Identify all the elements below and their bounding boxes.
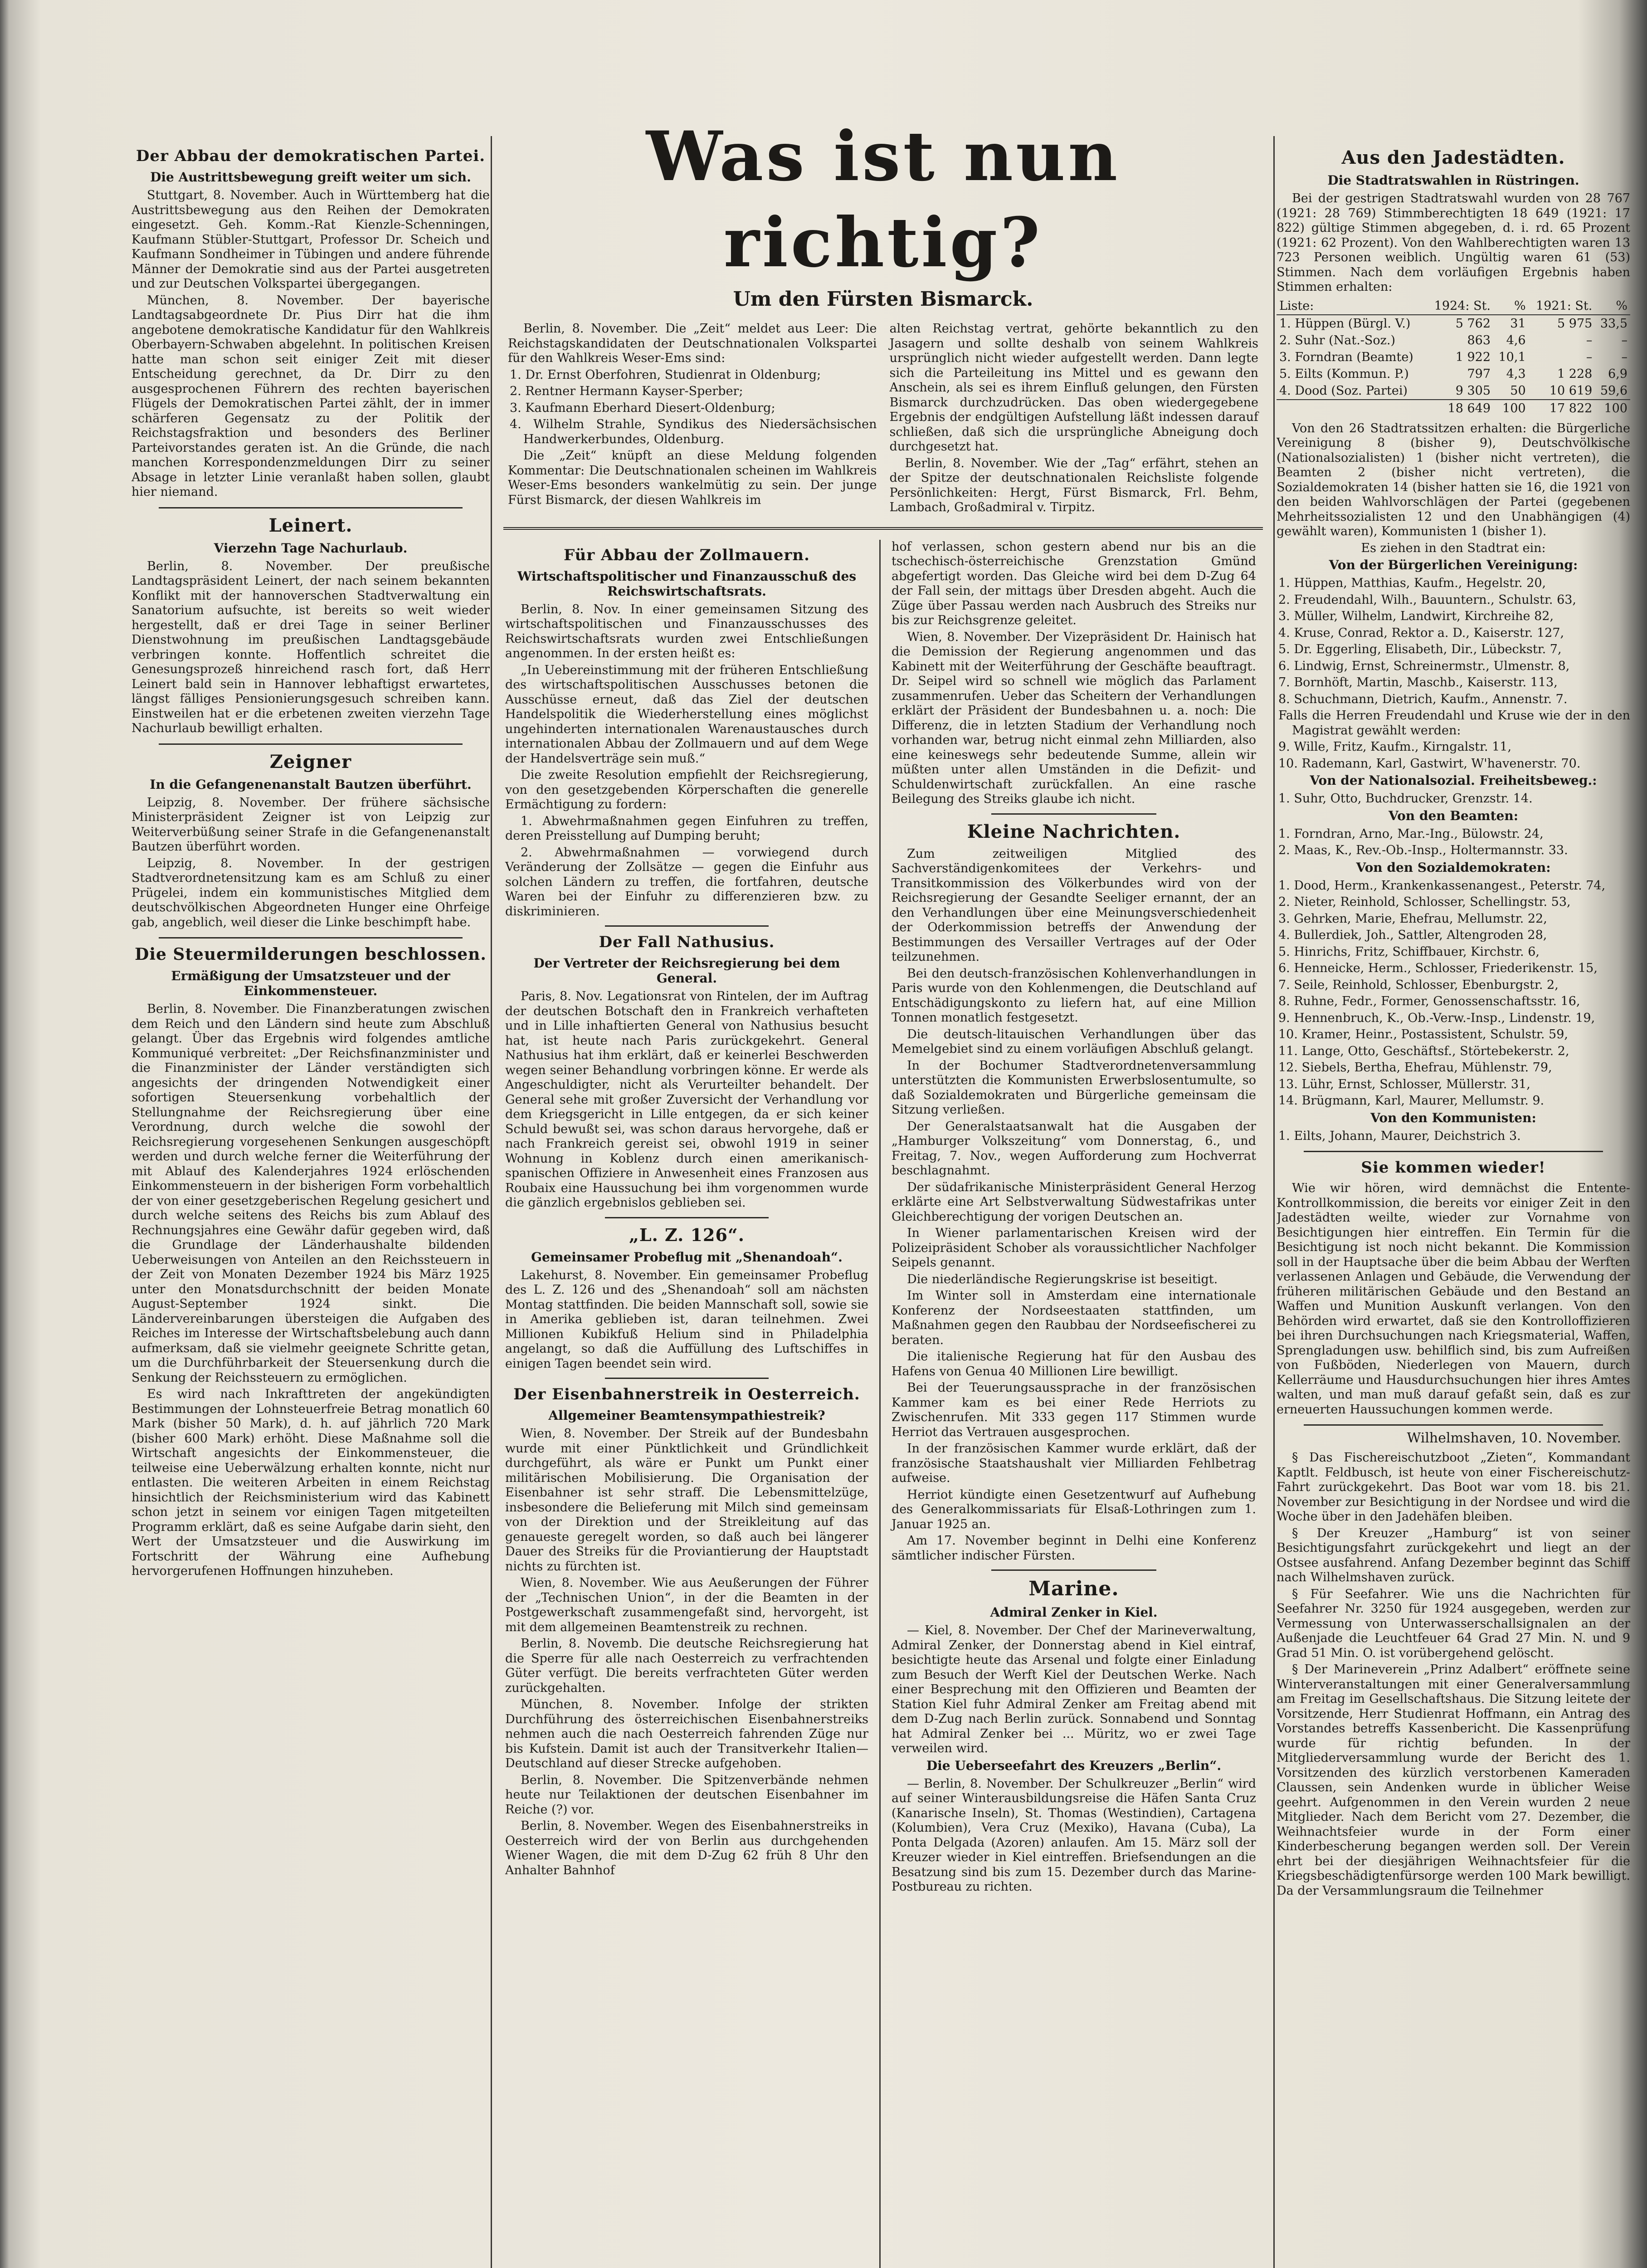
list-item: 11. Lange, Otto, Geschäftsf., Störtebekerstr. 2, — [1278, 1044, 1569, 1058]
paragraph: § Der Marineverein „Prinz Adalbert“ eröffnete seine Winterveranstaltungen mit einer Generalversammlung am Freitag im Gesellschaftshaus. Die Sitzung leitete der Vorsitzende, Herr Studienrat Hoffmann, ein Antrag des Vorstandes betreffs Kassenbericht. Die Kassenprüfung wurde für richtig befunden. In der Mitgliederversammlung wurde der Bericht des 1. Vorsitzenden des kürzlich verstorbenen Kameraden Claussen, sein Andenken wurde in üblicher Weise geehrt. Aufgenommen in den Verein wurden 2 neue Mitglieder. Nach dem Bericht vom 27. Dezember, die Weihnachtsfeier wurde in der Form einer Kinderbescherung begangen werden soll. Der Verein ehrt bei der diesjährigen Weihnachtsfeier für die Kriegsbeschädigtenfürsorge werden 100 Mark bewilligt. Da der Versammlungsraum die Teilnehmer — [1277, 1662, 1630, 1898]
list-item: 3. Müller, Wilhelm, Landwirt, Kirchreihe 82, — [1278, 609, 1554, 623]
group-title: Von den Sozialdemokraten: — [1356, 860, 1551, 875]
list-item: 10. Kramer, Heinr., Postassistent, Schulstr. 59, — [1278, 1027, 1568, 1041]
paragraph: § Das Fischereischutzboot „Zieten“, Kommandant Kaptlt. Feldbusch, ist heute von einer Fischereischutz-Fahrt zurückgekehrt. Das Boot war vom 18. bis 21. November zur Besichtigung in der Nordsee und wird die Woche über in den Jadehäfen bleiben. — [1277, 1451, 1630, 1524]
paragraph: Leipzig, 8. November. In der gestrigen Stadtverordnetensitzung kam es am Schluß zu einer Prügelei, indem ein kommunistisches Mitglied dem deutschvölkischen Abgeordneten Hunger eine Ohrfeige gab, angeblich, weil dieser die Linke beschimpft habe. — [132, 856, 490, 929]
list-item: 7. Bornhöft, Martin, Maschb., Kaiserstr. 113, — [1278, 675, 1558, 689]
list-item: 1. Eilts, Johann, Maurer, Deichstrich 3. — [1278, 1129, 1521, 1143]
divider — [159, 743, 463, 745]
list-item: 8. Ruhne, Fedr., Former, Genossenschaftsstr. 16, — [1278, 994, 1580, 1008]
paragraph: Die deutsch-litauischen Verhandlungen über das Memelgebiet sind zu einem vorläufigen Abschluß gelangt. — [892, 1027, 1256, 1056]
paragraph: In der französischen Kammer wurde erklärt, daß der französische Staatshaushalt vier Milliarden Fehlbetrag aufweise. — [892, 1442, 1256, 1485]
table-cell: 10,1 — [1498, 350, 1526, 364]
paragraph: Wien, 8. November. Wie aus Aeußerungen der Führer der „Technischen Union“, in der die Beamten in der Postgewerkschaft zusammengefaßt sind, hervorgeht, ist mit dem allgemeinen Beamtenstreik zu rechnen. — [505, 1576, 868, 1634]
paragraph: München, 8. November. Der bayerische Landtagsabgeordnete Dr. Pius Dirr hat die ihm angebotene demokratische Kandidatur für den Wahlkreis Oberbayern-Schwaben abgelehnt. In politischen Kreisen hatte man schon seit einiger Zeit mit dieser Entscheidung gerechnet, da Dr. Dirr zu den ausgesprochenen Führern des rechten bayerischen Flügels der Demokratischen Partei zählt, der in immer schärferen Gegensatz zu der Politik der Reichstagsfraktion und besonders des Berliner Parteivorstandes geraten ist. An die Gründe, die nach manchen Korrespondenzmeldungen Dirr zu seiner Absage in letzter Linie veranlaßt haben sollen, glaubt hier niemand. — [132, 293, 490, 499]
table-cell: – — [1586, 350, 1593, 364]
group-title: Von der Nationalsozial. Freiheitsbeweg.: — [1310, 773, 1597, 788]
list-item: 2. Nieter, Reinhold, Schlosser, Schellingstr. 53, — [1278, 895, 1571, 909]
member-list — [1277, 827, 1630, 858]
paragraph: Wie wir hören, wird demnächst die Entente-Kontrollkommission, die bereits vor einiger Zeit in den Jadestädten weilte, wieder zur Vornahme von Besichtigungen hier eintreffen. Ein Termin für die Besichtigung ist noch nicht bekannt. Die Kommission soll in der Hauptsache über die beim Abbau der Werften verlassenen Anlagen und Gebäude, die Verwendung der früheren militärischen Gebäude und den Bestand an Waffen und Munition Auskunft verlangen. Von den Behörden wird erwartet, daß sie den Kontrolloffizieren bei ihren Durchsuchungen nach Kriegsmaterial, Waffen, Sprengladungen usw. behilflich sind, bis zum Aufreißen von Fußböden, Niederlegen von Mauern, durch Kellerräume und Hausdurchsuchungen hier ihres Amtes walten, und man muß darauf gefaßt sein, daß es zur erneuerten Haussuchungen kommen werde. — [1277, 1181, 1630, 1417]
list-item: 2. Maas, K., Rev.-Ob.-Insp., Holtermannstr. 33. — [1278, 843, 1568, 857]
list-item: 9. Hennenbruch, K., Ob.-Verw.-Insp., Lindenstr. 19, — [1278, 1011, 1595, 1025]
list-item: 5. Hinrichs, Fritz, Schiffbauer, Kirchstr. 6, — [1278, 944, 1540, 959]
article-subtitle: Allgemeiner Beamtensympathiestreik? — [548, 1408, 825, 1423]
article-subtitle: Ermäßigung der Umsatzsteuer und der Einkommensteuer. — [171, 968, 450, 998]
paragraph: Berlin, 8. November. Wie der „Tag“ erfährt, stehen an der Spitze der deutschnationalen Reichsliste folgende Persönlichkeiten: Hergt, Fürst Bismarck, Frl. Behm, Lambach, Großadmiral v. Tirpitz. — [889, 456, 1258, 514]
list-item: 4. Bullerdiek, Joh., Sattler, Altengroden 28, — [1278, 928, 1547, 942]
paragraph: Die italienische Regierung hat für den Ausbau des Hafens von Genua 40 Millionen Lire bewilligt. — [892, 1349, 1256, 1378]
election-results-table — [1277, 298, 1630, 417]
table-cell: 5 762 — [1455, 316, 1491, 331]
paragraph: Die „Zeit“ knüpft an diese Meldung folgenden Kommentar: Die Deutschnationalen scheinen im Wahlkreis Weser-Ems besonders wankelmütig zu sein. Der junge Fürst Bismarck, der diesen Wahlkreis im — [508, 449, 877, 507]
article-subtitle: Die Ueberseefahrt des Kreuzers „Berlin“. — [926, 1758, 1222, 1773]
left-column — [132, 141, 490, 2268]
list-item: Falls die Herren Freudendahl und Kruse wie der in den Magistrat gewählt werden: — [1278, 709, 1630, 738]
list-item: 4. Kruse, Conrad, Rektor a. D., Kaiserstr. 127, — [1278, 626, 1564, 640]
table-header: % — [1595, 298, 1630, 315]
table-cell: 100 — [1595, 400, 1630, 417]
table-cell: 2. Suhr (Nat.-Soz.) — [1279, 333, 1396, 347]
paragraph: Im Winter soll in Amsterdam eine internationale Konferenz der Nordseestaaten stattfinden, um Maßnahmen gegen den Raubbau der Nordseefischerei zu beraten. — [892, 1289, 1256, 1347]
list-item: 13. Lühr, Ernst, Schlosser, Müllerstr. 31, — [1278, 1077, 1530, 1091]
paragraph: Berlin, 8. Novemb. Die deutsche Reichsregierung hat die Sperre für alle nach Oesterreich zu verfrachtenden Güter verfügt. Die bereits verfrachteten Güter werden zurückgehalten. — [505, 1637, 868, 1695]
list-item: 2. Freudendahl, Wilh., Bauuntern., Schulstr. 63, — [1278, 592, 1577, 607]
table-cell: 100 — [1493, 400, 1529, 417]
paragraph: Von den 26 Stadtratssitzen erhalten: die Bürgerliche Vereinigung 8 (bisher 9), Deutschvölkische (Nationalsozialisten) 1 (bisher nicht vertreten), die Beamten 2 (bisher nicht vertreten), die Sozialdemokraten 14 (bisher hatten sie 16, die 1921 von den beiden Wahlvorschlägen der Partei (gegebenen Mehrheitssozialisten 12 und den Unabhängigen (4) gewählt waren), Kommunisten 1 (bisher 1). — [1277, 421, 1630, 538]
paragraph: Paris, 8. Nov. Legationsrat von Rintelen, der im Auftrag der deutschen Botschaft den in Frankreich verhafteten und in Lille inhaftierten General von Nathusius besucht hat, ist heute nach Paris zurückgekehrt. General Nathusius hat ihm erklärt, daß er keinerlei Beschwerden wegen seiner Behandlung vorbringen könne. Er werde als Angeschuldigter, nicht als Verurteilter behandelt. Der General sehe mit großer Zuversicht der Verhandlung vor dem Kriegsgericht in Lille entgegen, da er sich keiner Schuld bewußt sei, was schon daraus hervorgehe, daß er nach Frankreich gereist sei, obwohl 1919 in seiner Wohnung in Koblenz durch einen amerikanisch-spanischen Offiziere in Anwesenheit eines Franzosen aus Roubaix eine Haussuchung bei ihm vorgenommen wurde die gänzlich ergebnislos geblieben sei. — [505, 989, 868, 1210]
divider — [1304, 1424, 1603, 1426]
article-subtitle: Vierzehn Tage Nachurlaub. — [214, 540, 408, 556]
paragraph: Wien, 8. November. Der Streik auf der Bundesbahn wurde mit einer Pünktlichkeit und Gründlichkeit durchgeführt, als wäre er Punkt um Punkt einer militärischen Mobilisierung. Die Organisation der Eisenbahner ist sehr straff. Die Lebensmittelzüge, insbesondere die Belieferung mit Milch sind gemeinsam von der Direktion und der Streikleitung auf das genaueste geregelt worden, so daß auch bei längerer Dauer des Streiks für die Proviantierung der Hauptstadt nichts zu fürchten ist. — [505, 1427, 868, 1574]
paragraph: Der Generalstaatsanwalt hat die Ausgaben der „Hamburger Volkszeitung“ vom Donnerstag, 6., und Freitag, 7. Nov., wegen Aufforderung zum Hochverrat beschlagnahmt. — [892, 1119, 1256, 1178]
paragraph: Es ziehen in den Stadtrat ein: — [1361, 541, 1546, 555]
list-item: 3. Kaufmann Eberhard Diesert-Oldenburg; — [510, 401, 775, 415]
middle-section — [490, 113, 1277, 2268]
table-cell: 1 922 — [1455, 350, 1491, 364]
table-row — [1277, 382, 1630, 400]
table-cell: 797 — [1467, 367, 1491, 381]
divider — [159, 507, 463, 508]
list-item: 5. Dr. Eggerling, Elisabeth, Dir., Lübeckstr. 7, — [1278, 642, 1562, 656]
table-header: Liste: — [1277, 298, 1427, 315]
table-cell: 863 — [1467, 333, 1491, 347]
list-item: 3. Gehrken, Marie, Ehefrau, Mellumstr. 22, — [1278, 911, 1547, 926]
middle-column-b — [881, 540, 1267, 2268]
table-sum-row — [1277, 400, 1630, 417]
table-cell: – — [1621, 350, 1628, 364]
list-item: 1. Dood, Herm., Krankenkassenangest., Peterstr. 74, — [1278, 878, 1606, 893]
paragraph: Leipzig, 8. November. Der frühere sächsische Ministerpräsident Zeigner ist von Leipzig zur Weiterverbüßung seiner Strafe in die Gefangenenanstalt Bautzen überführt worden. — [132, 795, 490, 854]
candidate-list — [508, 368, 877, 447]
article-title-steuer: Die Steuermilderungen beschlossen. — [135, 945, 487, 964]
divider — [991, 813, 1156, 815]
group-title: Von den Beamten: — [1388, 808, 1519, 823]
table-cell: 5 975 — [1557, 316, 1593, 331]
table-cell: 31 — [1510, 316, 1526, 331]
paragraph: Der südafrikanische Ministerpräsident General Herzog erklärte eine Art Selbstverwaltung Südwestafrikas unter Gleichberechtigung der vorigen Deutschen an. — [892, 1180, 1256, 1224]
list-item: 4. Wilhelm Strahle, Syndikus des Niedersächsischen Handwerkerbundes, Oldenburg. — [510, 417, 877, 446]
list-item: 8. Schuchmann, Dietrich, Kaufm., Annenstr. 7. — [1278, 692, 1568, 706]
article-subtitle: In die Gefangenenanstalt Bautzen überführt. — [150, 777, 472, 792]
paragraph: Herriot kündigte einen Gesetzentwurf auf Aufhebung des Generalkommissariats für Elsaß-Lothringen zum 1. Januar 1925 an. — [892, 1487, 1256, 1531]
main-headline-subtitle: Um den Fürsten Bismarck. — [733, 288, 1033, 311]
paragraph: Berlin, 8. Nov. In einer gemeinsamen Sitzung des wirtschaftspolitischen und Finanzausschusses des Reichswirtschaftsrats wurden zwei Entschließungen angenommen. In der ersten heißt es: — [505, 602, 868, 660]
headline-article — [490, 322, 1277, 517]
list-item: 2. Rentner Hermann Kayser-Sperber; — [510, 384, 743, 398]
table-cell: 1. Hüppen (Bürgl. V.) — [1279, 316, 1411, 331]
paragraph: Die zweite Resolution empfiehlt der Reichsregierung, von den gesetzgebenden Körperschaften die generelle Ermächtigung zu fordern: — [505, 768, 868, 811]
article-title-zollmauern: Für Abbau der Zollmauern. — [564, 546, 810, 564]
paragraph: Berlin, 8. November. Die „Zeit“ meldet aus Leer: Die Reichstagskandidaten der Deutschnationalen Volkspartei für den Wahlkreis Weser-Ems sind: — [508, 322, 877, 365]
article-title-kleine-nachrichten: Kleine Nachrichten. — [967, 821, 1181, 842]
middle-columns — [490, 540, 1277, 2268]
article-title-marine: Marine. — [1028, 1577, 1119, 1600]
paragraph: Wien, 8. November. Der Vizepräsident Dr. Hainisch hat die Demission der Regierung angenommen und das Kabinett mit der Weiterführung der Geschäfte beauftragt. Dr. Seipel wird so schnell wie möglich das Parlament zusammenrufen. Ueber das Scheitern der Verhandlungen erklärt der Präsident der Bundesbahnen u. a. noch: Die Differenz, die in letzten Stadium der Verhandlung noch vorhanden war, betrug nicht einmal zehn Milliarden, also eine keineswegs sehr bedeutende Summe, allein wir müßten unter allen Umständen in die Defizit- und Schuldenwirtschaft zurückfallen. An eine rasche Beilegung des Streiks glaube ich nicht. — [892, 630, 1256, 806]
member-list — [1277, 576, 1630, 771]
paragraph: „In Uebereinstimmung mit der früheren Entschließung des wirtschaftspolitischen Ausschusses betonen die Ausschüsse erneut, daß das Ziel der deutschen Handelspolitik die Wiederherstellung eines möglichst ungehinderten internationalen Warenaustausches durch internationalen Abbau der Zollmauern und auf dem Wege der Handelsverträge sein muß.“ — [505, 663, 868, 766]
article-title-demokraten: Der Abbau der demokratischen Partei. — [136, 147, 486, 165]
list-item: 1. Forndran, Arno, Mar.-Ing., Bülowstr. 24, — [1278, 826, 1544, 841]
table-cell: 4,6 — [1506, 333, 1526, 347]
article-subtitle: Wirtschaftspolitischer und Finanzausschuß des Reichswirtschaftsrats. — [517, 568, 857, 599]
table-header: % — [1493, 298, 1529, 315]
article-title-leinert: Leinert. — [268, 514, 353, 536]
member-list — [1277, 1129, 1630, 1144]
list-item: 1. Dr. Ernst Oberfohren, Studienrat in Oldenburg; — [510, 367, 821, 382]
paragraph: Berlin, 8. November. Wegen des Eisenbahnerstreiks in Oesterreich wird der von Berlin aus durchgehenden Wiener Wagen, die mit dem D-Zug 62 früh 8 Uhr den Anhalter Bahnhof — [505, 1819, 868, 1877]
paragraph: alten Reichstag vertrat, gehörte bekanntlich zu den Jasagern und sollte deshalb von seinem Wahlkreis ursprünglich nicht wieder aufgestellt werden. Dann legte sich die Parteileitung ins Mittel und es gewann den Anschein, als sei es ihrem Einfluß gelungen, den Fürsten Bismarck durchzudrücken. Das oben wiedergegebene Ergebnis der endgültigen Aufstellung läßt indessen darauf schließen, daß sich die ursprüngliche Abneigung doch durchgesetzt hat. — [889, 322, 1258, 454]
paragraph: hof verlassen, schon gestern abend nur bis an die tschechisch-österreichische Grenzstation Gmünd abgefertigt worden. Das Gleiche wird bei dem D-Zug 64 der Fall sein, der mittags über Dresden abgeht. Auch die Züge über Passau werden nach Ausbruch des Streiks nur bis zur Reichsgrenze geleitet. — [892, 539, 1256, 627]
main-headline: Was ist nun richtig? — [646, 117, 1121, 283]
table-cell: 9 305 — [1455, 383, 1491, 398]
table-cell: 59,6 — [1600, 383, 1628, 398]
member-list — [1277, 879, 1630, 1109]
list-item: 14. Brügmann, Karl, Maurer, Mellumstr. 9. — [1278, 1094, 1545, 1108]
paragraph: Bei der Teuerungsaussprache in der französischen Kammer kam es bei einer Rede Herriots zu Zwischenrufen. Mit 333 gegen 117 Stimmen wurde Herriot das Vertrauen ausgesprochen. — [892, 1381, 1256, 1439]
list-item: 9. Wille, Fritz, Kaufm., Kirngalstr. 11, — [1278, 740, 1512, 754]
paragraph: Berlin, 8. November. Die Finanzberatungen zwischen dem Reich und den Ländern sind heute zum Abschluß gelangt. Über das Ergebnis wird folgendes amtliche Kommuniqué verbreitet: „Der Reichsfinanzminister und die Finanzminister der Länder verständigten sich angesichts der dringenden Notwendigkeit einer sofortigen Steuersenkung vorbehaltlich der Stellungnahme der Reichsregierung über eine Verordnung, durch welche die sowohl der Reichsregierung vorgesehenen Senkungen ausgeschöpft werden und durch welche ferner die Weiterführung der mit Ablauf des Kalenderjahres 1924 erlöschenden Einkommensteuern in der bisherigen Form vorbehaltlich der von einer gesetzgeberischen Regelung gesichert und durch welche seitens des Reichs bis zum Ablauf des Rechnungsjahres eine Gewähr dafür gegeben wird, daß die Grundlage der Länderhaushalte bildenden Ueberweisungen von Anteilen an den Reichssteuern in der Zeit von Monaten Dezember 1924 bis März 1925 unter den Monatsdurchschnitt der beiden Monate August-September 1924 sinkt. Die Ländervereinbarungen übersteigen die Aufgaben des Reiches im Interesse der Wirtschaftsbelebung auch dann aufmerksam, daß sie vielmehr geeignete Schritte getan, um die Durchführbarkeit der Steuersenkung durch die Senkung der Reichssteuern zu ermöglichen. — [132, 1002, 490, 1385]
middle-column-a — [494, 540, 881, 2268]
table-cell: – — [1586, 333, 1593, 347]
table-cell: 3. Forndran (Beamte) — [1279, 350, 1413, 364]
divider — [991, 1569, 1156, 1571]
table-cell: – — [1621, 333, 1628, 347]
list-item: 10. Rademann, Karl, Gastwirt, W'havenerstr. 70. — [1278, 756, 1581, 771]
table-cell: 1 228 — [1557, 367, 1593, 381]
article-subtitle: Die Stadtratswahlen in Rüstringen. — [1327, 173, 1579, 188]
article-title-eisenbahnerstreik: Der Eisenbahnerstreik in Oesterreich. — [513, 1385, 860, 1403]
table-cell: 6,9 — [1608, 367, 1628, 381]
paragraph: München, 8. November. Infolge der strikten Durchführung des österreichischen Eisenbahnerstreiks nehmen auch die nach Oesterreich fahrenden Züge nur bis Kufstein. Damit ist auch der Transitverkehr Italien—Deutschland auf dieser Strecke aufgehoben. — [505, 1697, 868, 1770]
paragraph: 1. Abwehrmaßnahmen gegen Einfuhren zu treffen, deren Preisstellung auf Dumping beruht; — [505, 814, 868, 843]
divider — [159, 937, 463, 938]
table-cell: 4,3 — [1506, 367, 1526, 381]
right-column — [1277, 141, 1630, 2268]
paragraph: In Wiener parlamentarischen Kreisen wird der Polizeipräsident Schober als voraussichtlicher Nachfolger Seipels genannt. — [892, 1226, 1256, 1270]
divider — [605, 1378, 769, 1379]
table-row — [1277, 332, 1630, 349]
table-row — [1277, 366, 1630, 382]
table-cell: 4. Dood (Soz. Partei) — [1279, 383, 1408, 398]
list-item: 7. Seile, Reinhold, Schlosser, Ebenburgstr. 2, — [1278, 978, 1559, 992]
paragraph: Es wird nach Inkrafttreten der angekündigten Bestimmungen der Lohnsteuerfreie Betrag monatlich 60 Mark (bisher 50 Mark), d. h. auf jährlich 720 Mark (bisher 600 Mark) erhöht. Diese Maßnahme soll die Wirtschaft angesichts der Einkommensteuer, die teilweise eine Ueberwälzung erhalten konnte, nicht nur entlasten. Die weiteren Arbeiten in einem Reichstag hinsichtlich der Reichsministerium wird das Kabinett schon jetzt in seinem vor einigen Tagen mitgeteilten Programm erklärt, daß es seine Aufgabe darin sieht, den Wert der Umsatzsteuer und die Auswirkung im Fortschritt der Währung eine Aufhebung hervorgerufenen Hoffnungen hinzuheben. — [132, 1387, 490, 1578]
list-item: 6. Henneicke, Herm., Schlosser, Friederikenstr. 15, — [1278, 961, 1598, 975]
group-title: Von den Kommunisten: — [1370, 1110, 1536, 1125]
paragraph: Berlin, 8. November. Die Spitzenverbände nehmen heute nur Teilaktionen der deutschen Eisenbahner im Reiche (?) vor. — [505, 1773, 868, 1817]
paragraph: Bei den deutsch-französischen Kohlenverhandlungen in Paris wurde von den Kohlenmengen, die Deutschland auf Entschädigungskonto zu liefern hat, auf eine Million Tonnen monatlich festgesetzt. — [892, 966, 1256, 1025]
article-title-jadestaedte: Aus den Jadestädten. — [1341, 147, 1565, 168]
table-row — [1277, 315, 1630, 332]
article-subtitle: Die Austrittsbewegung greift weiter um sich. — [150, 170, 471, 185]
paragraph: § Für Seefahrer. Wie uns die Nachrichten für Seefahrer Nr. 3250 für 1924 ausgegeben, werden zur Vermessung von Unterwasserschallsignalen an der Außenjade die Leuchtfeuer 64 Grad 27 Min. N. und 9 Grad 51 Min. O. ist vorübergehend gelöscht. — [1277, 1587, 1630, 1660]
table-cell: 5. Eilts (Kommun. P.) — [1279, 367, 1409, 381]
divider — [605, 925, 769, 927]
double-rule — [503, 527, 1263, 530]
table-cell: 50 — [1510, 383, 1526, 398]
list-item: 12. Siebels, Bertha, Ehefrau, Mühlenstr. 79, — [1278, 1061, 1552, 1075]
paragraph: Stuttgart, 8. November. Auch in Württemberg hat die Austrittsbewegung aus den Reihen der Demokraten eingesetzt. Geh. Komm.-Rat Kienzle-Schenningen, Kaufmann Stübler-Stuttgart, Professor Dr. Scheich und Kaufmann Sondheimer in Tübingen und andere führende Männer der Demokratie sind aus der Partei ausgetreten und zur Deutschen Volkspartei übergegangen. — [132, 188, 490, 291]
dateline: Wilhelmshaven, 10. November. — [1407, 1430, 1621, 1446]
table-row — [1277, 349, 1630, 366]
list-item: 1. Suhr, Otto, Buchdrucker, Grenzstr. 14. — [1278, 792, 1533, 806]
paragraph: Bei der gestrigen Stadtratswahl wurden von 28 767 (1921: 28 769) Stimmberechtigten 18 649 (1921: 17 822) gültige Stimmen abgegeben, d. i. rd. 65 Prozent (1921: 62 Prozent). Von den Wahlberechtigten waren 13 723 Personen weiblich. Ungültig waren 61 (53) Stimmen. Nach dem vorläufigen Ergebnis haben Stimmen erhalten: — [1277, 191, 1630, 294]
table-cell — [1277, 400, 1427, 417]
article-title-zeigner: Zeigner — [269, 751, 352, 772]
table-cell: 17 822 — [1529, 400, 1595, 417]
table-cell: 10 619 — [1549, 383, 1593, 398]
paragraph: § Der Kreuzer „Hamburg“ ist von seiner Besichtigungsfahrt zurückgekehrt und liegt an der Ostsee ausfahrend. Anfang Dezember beginnt das Schiff nach Wilhelmshaven zurück. — [1277, 1526, 1630, 1584]
table-header: 1921: St. — [1529, 298, 1595, 315]
paragraph: Berlin, 8. November. Der preußische Landtagspräsident Leinert, der nach seinem bekannten Konflikt mit der hannoverschen Stadtverwaltung ein Sanatorium aufsuchte, ist bereits so weit wieder hergestellt, daß er drei Tage in seiner Berliner Dienstwohnung im preußischen Landtagsgebäude verbringen konnte. Hoffentlich schreitet die Genesungsprozeß hinreichend rasch fort, daß Herr Leinert bald sein in Hannover lebhaftigst erwartetes, längst fälliges Pensionierungsgesuch schreiben kann. Einstweilen hat er die erbetenen zweiten vierzehn Tage Nachurlaub bewilligt erhalten. — [132, 559, 490, 735]
article-subtitle: Admiral Zenker in Kiel. — [990, 1605, 1158, 1620]
table-header: 1924: St. — [1427, 298, 1493, 315]
paragraph: Lakehurst, 8. November. Ein gemeinsamer Probeflug des L. Z. 126 und des „Shenandoah“ soll am nächsten Montag stattfinden. Die beiden Mannschaft soll, sowie sie in Amerika geblieben ist, daran teilnehmen. Zwei Millionen Kubikfuß Helium sind in Philadelphia angelangt, so daß die Auffüllung des Luftschiffes in einigen Tagen beendet sein wird. — [505, 1268, 868, 1371]
paragraph: Am 17. November beginnt in Delhi eine Konferenz sämtlicher indischer Fürsten. — [892, 1534, 1256, 1563]
table-cell: 33,5 — [1600, 316, 1628, 331]
paragraph: 2. Abwehrmaßnahmen — vorwiegend durch Veränderung der Zollsätze — gegen die Einfuhr aus solchen Ländern zu treffen, die fortfahren, deutsche Waren bei der Einfuhr zu differenzieren bzw. zu diskriminieren. — [505, 845, 868, 919]
paragraph: — Kiel, 8. November. Der Chef der Marineverwaltung, Admiral Zenker, der Donnerstag abend in Kiel eintraf, besichtigte heute das Arsenal und folgte einer Einladung zum Besuch der Werft Kiel der Deutschen Werke. Nach einer Besprechung mit den Offizieren und Beamten der Station Kiel fuhr Admiral Zenker am Freitag abend mit dem D-Zug nach Berlin zurück. Sonnabend und Sonntag hat Admiral Zenker bei ... Müritz, wo er zwei Tage verweilen wird. — [892, 1623, 1256, 1755]
paragraph: Zum zeitweiligen Mitglied des Sachverständigenkomitees der Verkehrs- und Transitkommission des Völkerbundes wird von der Reichsregierung der Gesandte Seeliger ernannt, der an den Verhandlungen über eine Meinungsverschiedenheit der Oderkommission betreffs der Anwendung der Bestimmungen des Versailler Vertrages auf der Oder teilzunehmen. — [892, 846, 1256, 964]
paragraph: — Berlin, 8. November. Der Schulkreuzer „Berlin“ wird auf seiner Winterausbildungsreise die Häfen Santa Cruz (Kanarische Inseln), St. Thomas (Westindien), Cartagena (Kolumbien), Vera Cruz (Mexiko), Havana (Cuba), La Ponta Delgada (Azoren) anlaufen. Am 15. März soll der Kreuzer wieder in Kiel eintreffen. Briefsendungen an die Besatzung sind bis zum 15. Dezember durch das Marine-Postbureau zu richten. — [892, 1776, 1256, 1894]
list-item: 6. Lindwig, Ernst, Schreinermstr., Ulmenstr. 8, — [1278, 659, 1570, 673]
list-item: 1. Hüppen, Matthias, Kaufm., Hegelstr. 20, — [1278, 576, 1546, 590]
article-subtitle: Der Vertreter der Reichsregierung bei dem General. — [533, 956, 840, 986]
table-cell: 18 649 — [1427, 400, 1493, 417]
table-header-row — [1277, 298, 1630, 315]
member-list — [1277, 792, 1630, 807]
group-title: Von der Bürgerlichen Vereinigung: — [1329, 557, 1578, 572]
paragraph: In der Bochumer Stadtverordnetenversammlung unterstützten die Kommunisten Erwerbslosentumulte, so daß Sozialdemokraten und Bürgerliche gemeinsam die Sitzung verließen. — [892, 1058, 1256, 1117]
article-title-lz126: „L. Z. 126“. — [629, 1224, 745, 1245]
article-title-sie-kommen-wieder: Sie kommen wieder! — [1361, 1158, 1546, 1177]
article-title-nathusius: Der Fall Nathusius. — [599, 933, 775, 951]
divider — [605, 1217, 769, 1218]
divider — [1304, 1151, 1603, 1152]
article-subtitle: Gemeinsamer Probeflug mit „Shenandoah“. — [531, 1249, 843, 1265]
paragraph: Die niederländische Regierungskrise ist beseitigt. — [907, 1272, 1218, 1286]
